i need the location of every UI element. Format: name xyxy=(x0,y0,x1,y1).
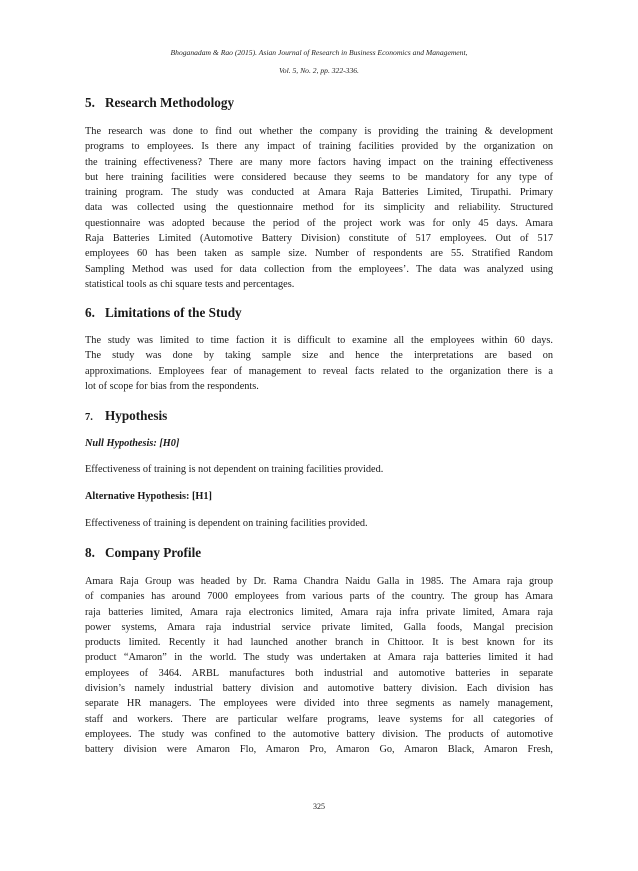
research-methodology-line: The research was done to find out whether the company is providing the training & development xyxy=(85,126,553,137)
research-methodology-line: questionnaire was adopted because the period of the project work was for only 45 days. Amara xyxy=(85,217,553,229)
research-methodology-line: employees 60 has been taken as sample size. Number of respondents are 55. Stratified Random xyxy=(85,248,553,260)
running-header-volume: Vol. 5, No. 2, pp. 322-336. xyxy=(279,66,359,75)
section-5-heading xyxy=(85,95,234,111)
section-7-heading xyxy=(85,408,167,426)
company-profile-line: of companies has around 7000 employees from various parts of the country. The group has Amara xyxy=(85,591,553,603)
company-profile-line: separate HR managers. The employees were divided into three segments as namely management, xyxy=(85,698,553,710)
limitations-paragraph xyxy=(85,333,553,394)
company-profile-line: raja batteries limited, Amara raja electronics limited, Amara raja infra private limited, Amara raja xyxy=(85,606,553,618)
company-profile-line: battery division were Amaron Flo, Amaron Pro, Amaron Go, Amaron Black, Amaron Fresh, xyxy=(85,744,553,756)
company-profile-paragraph xyxy=(85,574,553,758)
research-methodology-line: Sampling Method was used for data collection from the employees’. The data was analyzed using xyxy=(85,263,553,275)
alternative-hypothesis-label: Alternative Hypothesis: [H1] xyxy=(85,491,212,502)
section-5-title: Research Methodology xyxy=(105,95,235,110)
company-profile-line: product “Amaron” in the world. The study was undertaken at Amara raja batteries limited it had xyxy=(85,652,553,664)
research-methodology-paragraph xyxy=(85,124,553,292)
section-6-title: Limitations of the Study xyxy=(105,305,242,320)
research-methodology-line: data was collected using the questionnaire method for its simplicity and reliability. Structured xyxy=(85,202,553,214)
limitations-line: The study was done by taking sample size and hence the interpretations are based on xyxy=(85,350,553,362)
company-profile-line: employees. The study was confined to the automotive battery division. The products of automotive xyxy=(85,728,553,740)
company-profile-line: staff and workers. There are particular welfare programs, leave systems for all categories of xyxy=(85,713,553,725)
limitations-line: lot of scope for bias from the respondents. xyxy=(85,380,259,392)
research-methodology-line: the training effectiveness? There are many more factors having impact on the training effectiveness xyxy=(85,156,553,168)
limitations-line: The study was limited to time faction it is difficult to examine all the employees within 60 days. xyxy=(85,335,553,346)
limitations-line: approximations. Employees fear of management to reveal facts related to the organization there is a xyxy=(85,365,553,377)
company-profile-line: division’s namely industrial battery division and automotive battery division. Each division has xyxy=(85,683,553,695)
company-profile-line: Amara Raja Group was headed by Dr. Rama Chandra Naidu Galla in 1985. The Amara raja group xyxy=(85,576,553,587)
section-6-heading xyxy=(85,305,242,321)
section-7-number: 7. xyxy=(85,412,93,423)
company-profile-line: products limited. Recently it had launched another branch in Chittoor. It is best known for its xyxy=(85,637,553,649)
section-5-number: 5. xyxy=(85,95,95,110)
research-methodology-line: Raja Batteries Limited (Automotive Battery Division) constitute of 517 employees. Out of 517 xyxy=(85,233,553,245)
section-8-title: Company Profile xyxy=(105,545,202,560)
null-hypothesis-label: Null Hypothesis: [H0] xyxy=(85,438,180,449)
running-header-citation: Bhoganadam & Rao (2015). Asian Journal of Research in Business Economics and Management, xyxy=(170,48,468,57)
research-methodology-line: but here training facilities were considered because they seems to be mandatory for any type of xyxy=(85,171,553,183)
research-methodology-line: training program. The study was conducted at Amara Raja Batteries Limited, Tirupathi. Primary xyxy=(85,187,553,199)
section-8-heading xyxy=(85,545,201,561)
company-profile-line: power systems, Amara raja industrial service private limited, Galla foods, Mangal precision xyxy=(85,621,553,633)
company-profile-line: employees of 3464. ARBL manufactures both industrial and automotive batteries in separate xyxy=(85,667,553,679)
section-7-title: Hypothesis xyxy=(105,408,168,423)
alternative-hypothesis-text: Effectiveness of training is dependent on training facilities provided. xyxy=(85,518,368,529)
null-hypothesis-text: Effectiveness of training is not dependent on training facilities provided. xyxy=(85,464,384,475)
section-8-number: 8. xyxy=(85,545,95,560)
research-methodology-line: statistical tools as chi square tests and percentages. xyxy=(85,278,295,290)
research-methodology-line: programs to employees. Is there any impact of training facilities provided by the organization on xyxy=(85,141,553,153)
section-6-number: 6. xyxy=(85,305,95,320)
page-number: 325 xyxy=(313,802,325,811)
